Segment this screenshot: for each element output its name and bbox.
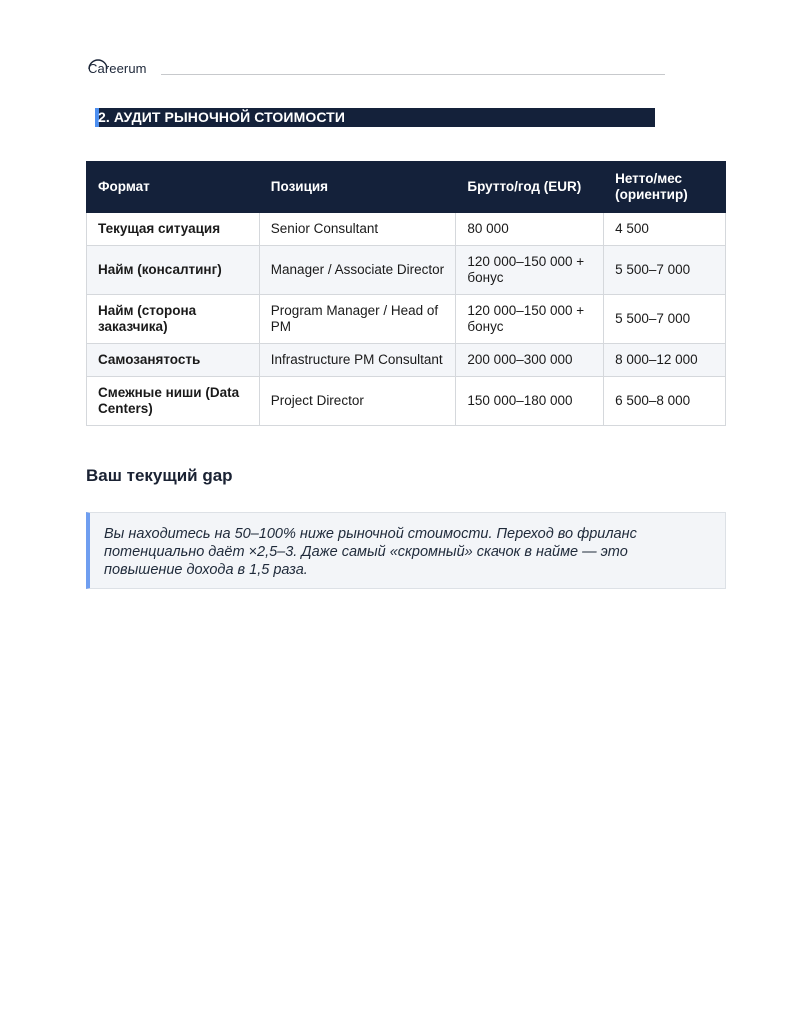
table-row xyxy=(87,213,726,246)
logo: Careerum xyxy=(88,61,147,76)
table-cell: 200 000–300 000 xyxy=(456,344,604,377)
table-cell: 6 500–8 000 xyxy=(604,377,726,426)
column-header: Брутто/год (EUR) xyxy=(456,162,604,213)
callout-text: Вы находитесь на 50–100% ниже рыночной стоимости. Переход во фриланс потенциально даёт ×2,5–3. Даже самый «скромный» скачок в найме — это повышение дохода в 1,5 раза. xyxy=(104,526,637,578)
table-cell: 80 000 xyxy=(456,213,604,246)
table-cell: 4 500 xyxy=(604,213,726,246)
table-row xyxy=(87,246,726,295)
table-cell: 5 500–7 000 xyxy=(604,246,726,295)
table-row xyxy=(87,377,726,426)
table-cell: 5 500–7 000 xyxy=(604,295,726,344)
table-cell: Самозанятость xyxy=(87,344,260,377)
table-cell: Найм (консалтинг) xyxy=(87,246,260,295)
column-header: Формат xyxy=(87,162,260,213)
section-title: 2. АУДИТ РЫНОЧНОЙ СТОИМОСТИ xyxy=(98,109,345,125)
table-cell: Смежные ниши (Data Centers) xyxy=(87,377,260,426)
column-header: Позиция xyxy=(259,162,456,213)
table-cell: 8 000–12 000 xyxy=(604,344,726,377)
table-row xyxy=(87,344,726,377)
header-divider xyxy=(161,74,665,75)
table-cell: Project Director xyxy=(259,377,456,426)
market-value-table xyxy=(86,161,726,426)
column-header: Нетто/мес (ориентир) xyxy=(604,162,726,213)
table-cell: Найм (сторона заказчика) xyxy=(87,295,260,344)
gap-heading: Ваш текущий gap xyxy=(86,466,233,485)
table-cell: 120 000–150 000 + бонус xyxy=(456,246,604,295)
table-cell: Manager / Associate Director xyxy=(259,246,456,295)
table-cell: Senior Consultant xyxy=(259,213,456,246)
page-header xyxy=(88,60,668,80)
section-heading xyxy=(95,108,655,127)
table-row xyxy=(87,295,726,344)
table-cell: 150 000–180 000 xyxy=(456,377,604,426)
table-cell: 120 000–150 000 + бонус xyxy=(456,295,604,344)
gap-callout xyxy=(86,512,726,589)
table-cell: Program Manager / Head of PM xyxy=(259,295,456,344)
table-header-row xyxy=(87,162,726,213)
table-cell: Infrastructure PM Consultant xyxy=(259,344,456,377)
table-cell: Текущая ситуация xyxy=(87,213,260,246)
